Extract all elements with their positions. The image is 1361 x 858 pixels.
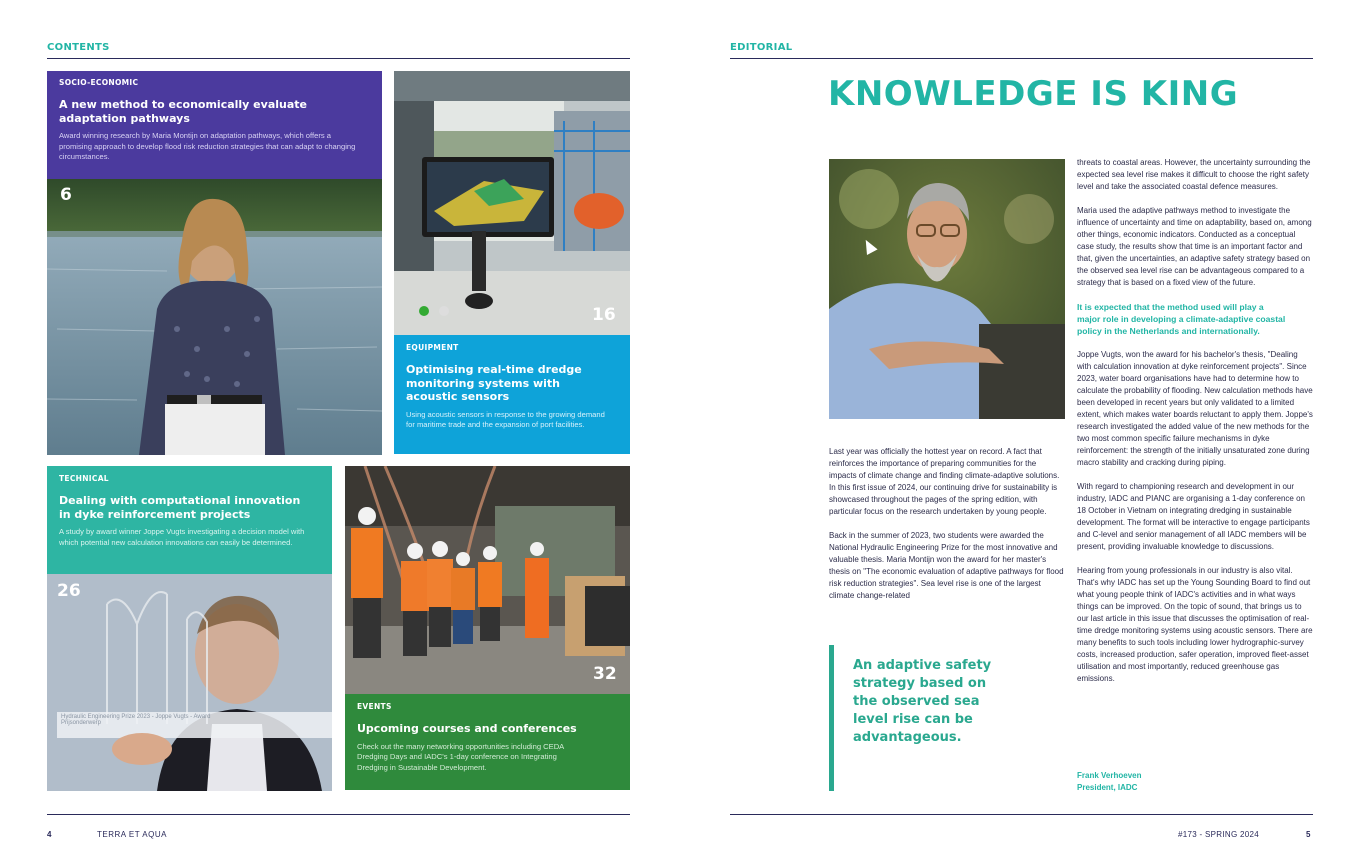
page-number-badge: 6: [60, 185, 72, 205]
paragraph: Joppe Vugts, won the award for his bachelor's thesis, "Dealing with calculation innovation at dyke reinforcement projects". Since 2023, water board organisations have had to determine how to calculate the probability of flooding. New calculation methods have been developed in recent years but only validated to a limited extent, which makes water boards reluctant to apply them. Joppe's research investigated the added value of the new methods for the two most common specific failure mechanisms in dyke reinforcement: the strength of the initially unsaturated zone during macro stability and cracking during piping.: [1077, 350, 1313, 467]
page-number-badge: 32: [593, 664, 617, 684]
card-title: Dealing with computational innovation in dyke reinforcement projects: [59, 494, 301, 521]
page-number-right: 5: [1306, 830, 1311, 839]
card-technical[interactable]: [47, 466, 332, 574]
footer-rule-left: [47, 814, 630, 815]
paragraph: With regard to championing research and development in our industry, IADC and PIANC are organising a 1-day conference on 18 October in Vietnam on integrating dredging in sustainable development. The format will be interactive to engage participants and C-level and senior management of all IADC members will be present, providing invaluable knowledge to discussions.: [1077, 482, 1310, 551]
editorial-headline: KNOWLEDGE IS KING: [828, 74, 1239, 114]
issue-label: #173 - SPRING 2024: [1178, 830, 1259, 839]
editorial-heading: EDITORIAL: [730, 42, 793, 53]
photo-maria-montijn: [47, 179, 382, 455]
photo-frank-verhoeven: [829, 159, 1065, 419]
page-number-badge: 26: [57, 581, 81, 601]
card-equipment[interactable]: [394, 335, 630, 454]
card-description: Using acoustic sensors in response to the growing demand for maritime trade and the expansion of port facilities.: [406, 409, 605, 429]
signature: [1077, 770, 1141, 794]
editorial-column-1: [829, 446, 1065, 614]
card-title: A new method to economically evaluate adaptation pathways: [59, 98, 307, 125]
card-socio-economic[interactable]: [47, 71, 382, 179]
paragraph: threats to coastal areas. However, the uncertainty surrounding the expected sea level rise makes it difficult to choose the right safety level and take the associated coastal defence measures.: [1077, 158, 1311, 191]
card-category: EQUIPMENT: [406, 343, 459, 352]
photo-dredge-monitor: [394, 71, 630, 335]
card-description: A study by award winner Joppe Vugts investigating a decision model with which potential new calculation innovations can easily be determined.: [59, 527, 305, 547]
card-description: Award winning research by Maria Montijn on adaptation pathways, which offers a promising approach to develop flood risk reduction strategies that can adapt to changing circumstances.: [59, 131, 356, 161]
paragraph: Hearing from young professionals in our industry is also vital. That's why IADC has set up the Young Sounding Board to find out what young people think of IADC's activities and in what ways things can be improved. On the topic of sound, that brings us to our last article in this issue that discusses the optimisation of real-time dredge monitoring systems using acoustic sensors. There are many benefits to such tools including lower hydrographic-survey costs, increased production, safer operation, improved fleet-asset utilisation and most importantly, reduced greenhouse gas emissions.: [1077, 566, 1313, 683]
paragraph: Maria used the adaptive pathways method to investigate the influence of uncertainty and time on adaptability, based on, among other things, economic indicators. Conducted as a conceptual case study, the results show that time is an important factor and that, given the uncertainties, an adaptive safety strategy based on the observed sea level rise can be advantageous compared to a strategy that is based on a fixed view of the future.: [1077, 206, 1312, 287]
card-title: Upcoming courses and conferences: [357, 722, 577, 735]
card-category: EVENTS: [357, 702, 392, 711]
card-title: Optimising real-time dredge monitoring systems with acoustic sensors: [406, 363, 582, 403]
card-description: Check out the many networking opportunities including CEDA Dredging Days and IADC's 1-day conference on Integrating Dredging in Sustainable Development.: [357, 741, 564, 772]
award-plaque-text: Hydraulic Engineering Prize 2023 - Joppe Vugts - Award Prijsonderwerp: [61, 714, 211, 726]
paragraph: Back in the summer of 2023, two students were awarded the National Hydraulic Engineering Prize for the most innovative and valuable thesis. Maria Montijn won the award for her master's thesis on "The economic evaluation of adaptive pathways for flood risk reduction strategies". Sea level rise is one of the largest climate change-related: [829, 531, 1064, 600]
card-events[interactable]: [345, 694, 630, 790]
contents-rule: [47, 58, 630, 59]
pull-quote: An adaptive safety strategy based on the observed sea level rise can be advantageous.: [853, 658, 992, 745]
editorial-rule: [730, 58, 1313, 59]
footer-rule-right: [730, 814, 1313, 815]
signature-role: President, IADC: [1077, 783, 1138, 792]
photo-lab-visit: [345, 466, 630, 694]
paragraph: Last year was officially the hottest year on record. A fact that reinforces the importance of preparing communities for the impacts of climate change and finding climate-adaptive solutions. In this first issue of 2024, our continuing drive for sustainability is showcased throughout the pages of the spring edition, with particular focus on the research undertaken by young people.: [829, 447, 1060, 516]
contents-heading: CONTENTS: [47, 42, 110, 53]
card-category: SOCIO-ECONOMIC: [59, 78, 139, 87]
card-category: TECHNICAL: [59, 474, 109, 483]
photo-joppe-vugts: [47, 574, 332, 791]
highlight-paragraph: It is expected that the method used will play a major role in developing a climate-adaptive coastal policy in the Netherlands and internationally.: [1077, 302, 1286, 336]
editorial-column-2: [1077, 157, 1314, 697]
pull-quote-bar: [829, 645, 834, 791]
signature-name: Frank Verhoeven: [1077, 771, 1142, 780]
page-number-left: 4: [47, 830, 52, 839]
page-number-badge: 16: [592, 305, 616, 325]
publication-name: TERRA ET AQUA: [97, 830, 167, 839]
